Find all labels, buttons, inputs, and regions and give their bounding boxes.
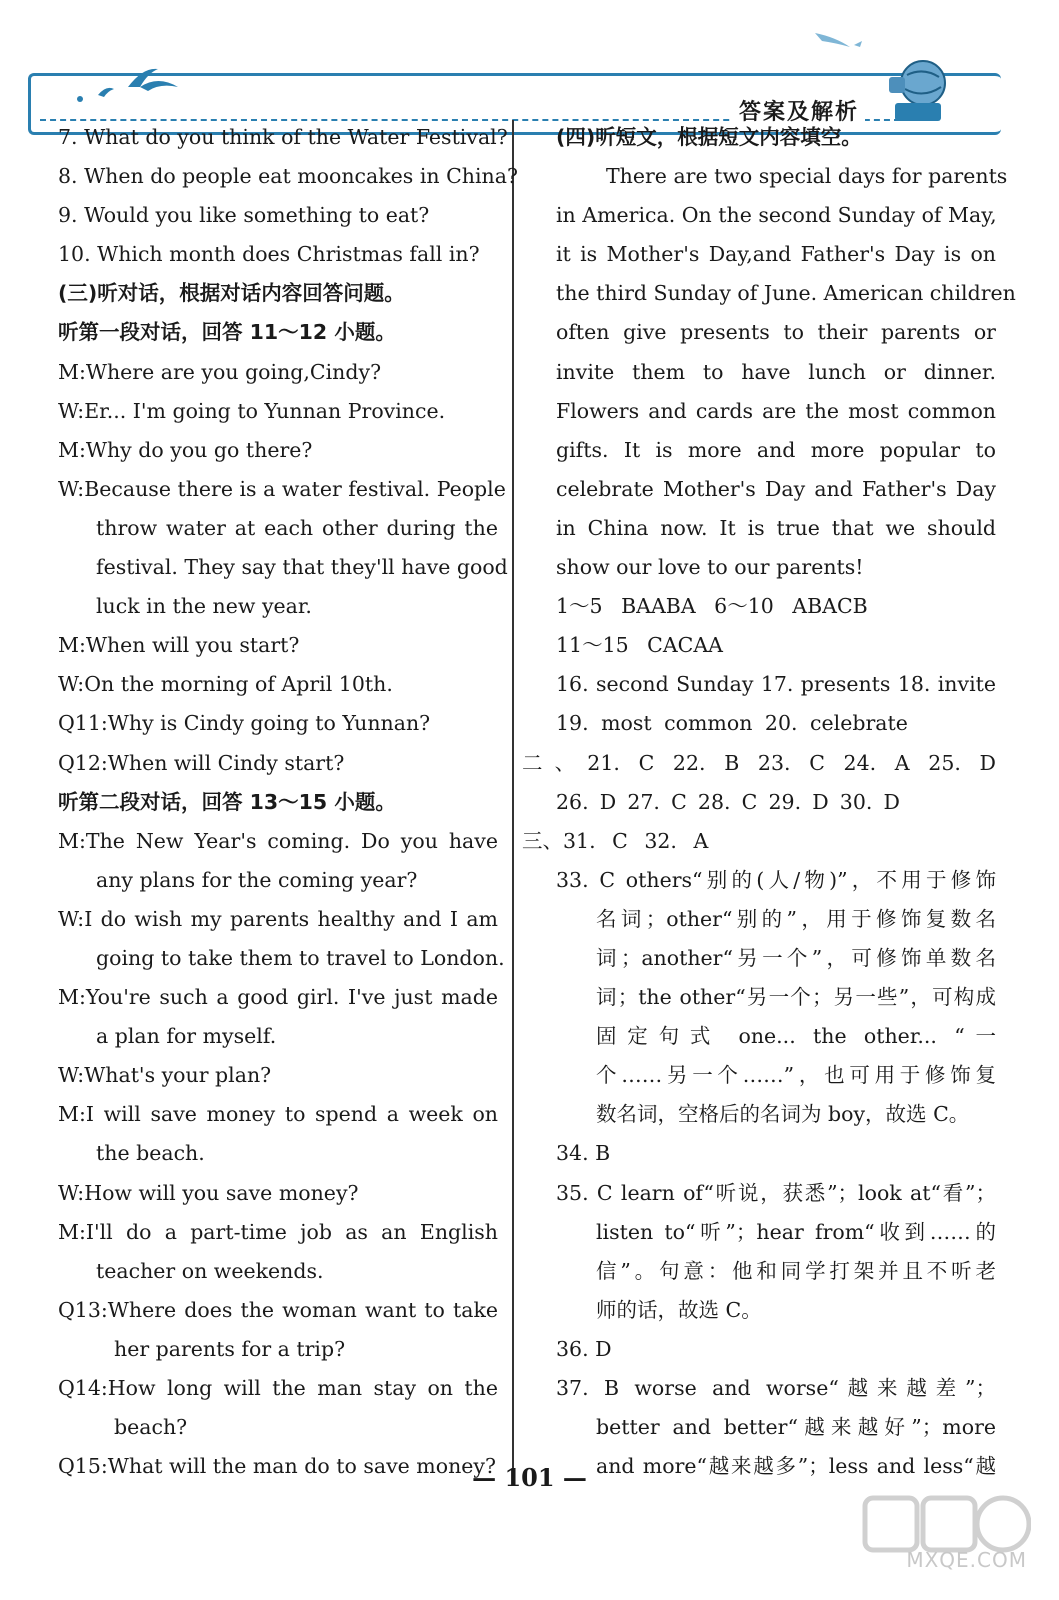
explanation-line: 词；the other“另一个；另一些”，可构成: [596, 985, 996, 1010]
passage-line: often give presents to their parents or: [556, 320, 996, 345]
dialogue-line: luck in the new year.: [96, 594, 312, 619]
explanation-line: 名词；other“别的”，用于修饰复数名: [596, 906, 996, 931]
dialogue-line: W:Er... I'm going to Yunnan Province.: [58, 398, 446, 423]
explanation-line: and more“越来越多”；less and less“越: [596, 1454, 996, 1479]
passage-line: invite them to have lunch or dinner.: [556, 359, 996, 384]
dialogue-line: M:I'll do a part-time job as an English: [58, 1219, 498, 1244]
section-instruction: 听第一段对话，回答 11～12 小题。: [58, 320, 396, 345]
section-heading: (三)听对话，根据对话内容回答问题。: [58, 281, 405, 306]
birds-icon: [68, 47, 188, 107]
header-title: 答案及解析: [733, 95, 865, 126]
dialogue-line: teacher on weekends.: [96, 1258, 324, 1283]
dialogue-line: M:Why do you go there?: [58, 437, 313, 462]
explanation-line: 33. C others“别的(人/物)”，不用于修饰: [556, 867, 996, 892]
passage-line: Flowers and cards are the most common: [556, 398, 996, 423]
question-line: Q13:Where does the woman want to take: [58, 1297, 498, 1322]
explanation-line: 个……另一个……”，也可用于修饰复: [596, 1063, 996, 1088]
answer-line: 16. second Sunday 17. presents 18. invite: [556, 672, 996, 697]
question-line: Q11:Why is Cindy going to Yunnan?: [58, 711, 431, 736]
dialogue-line: throw water at each other during the: [96, 515, 498, 540]
text-line: 9. Would you like something to eat?: [58, 203, 430, 228]
answer-line: 26. D 27. C 28. C 29. D 30. D: [556, 789, 900, 814]
dialogue-line: M:I will save money to spend a week on: [58, 1102, 498, 1127]
question-line: Q15:What will the man do to save money?: [58, 1454, 496, 1479]
passage-line: gifts. It is more and more popular to: [556, 437, 996, 462]
page-number: — 101 —: [472, 1463, 587, 1492]
watermark-text: MXQE.COM: [906, 1548, 1027, 1572]
dialogue-line: going to take them to travel to London.: [96, 945, 505, 970]
dialogue-line: M:Where are you going,Cindy?: [58, 359, 382, 384]
dialogue-line: W:Because there is a water festival. People: [58, 476, 506, 501]
section-instruction: 听第二段对话，回答 13～15 小题。: [58, 789, 396, 814]
answer-line: 19. most common 20. celebrate: [556, 711, 908, 736]
explanation-line: better and better“越来越好”；more: [596, 1415, 996, 1440]
bird-icon: [810, 25, 870, 55]
dialogue-line: M:The New Year's coming. Do you have: [58, 828, 498, 853]
text-line: 8. When do people eat mooncakes in China?: [58, 164, 518, 189]
passage-line: show our love to our parents!: [556, 555, 864, 580]
answer-line: 11～15 CACAA: [556, 633, 723, 658]
dialogue-line: M:When will you start?: [58, 633, 300, 658]
answer-line: 34. B: [556, 1141, 611, 1166]
dialogue-line: W:I do wish my parents healthy and I am: [58, 906, 498, 931]
passage-line: it is Mother's Day,and Father's Day is on: [556, 242, 996, 267]
right-column: [522, 118, 1016, 1486]
passage-line: in America. On the second Sunday of May,: [556, 203, 997, 228]
explanation-line: 37. B worse and worse“越来越差”；: [556, 1376, 996, 1400]
column-divider: [512, 120, 514, 1470]
page-header: [20, 25, 1000, 125]
dialogue-line: W:What's your plan?: [58, 1063, 272, 1088]
dialogue-line: festival. They say that they'll have good: [96, 555, 508, 580]
dialogue-line: W:How will you save money?: [58, 1180, 359, 1205]
text-line: 7. What do you think of the Water Festival?: [58, 125, 508, 149]
dialogue-line: any plans for the coming year?: [96, 867, 418, 892]
text-line: 10. Which month does Christmas fall in?: [58, 242, 480, 267]
explanation-line: listen to“听”；hear from“收到……的: [596, 1219, 996, 1244]
dialogue-line: M:You're such a good girl. I've just made: [58, 985, 498, 1010]
passage-line: the third Sunday of June. American children: [556, 281, 1016, 306]
passage-line: There are two special days for parents: [606, 164, 1008, 189]
question-line: Q12:When will Cindy start?: [58, 750, 345, 775]
dialogue-line: a plan for myself.: [96, 1024, 277, 1049]
dialogue-line: the beach.: [96, 1141, 205, 1166]
question-line: beach?: [114, 1415, 188, 1440]
dialogue-line: W:On the morning of April 10th.: [58, 672, 393, 697]
passage-line: celebrate Mother's Day and Father's Day: [556, 476, 996, 501]
question-line: her parents for a trip?: [114, 1336, 346, 1361]
answer-line: 二、21. C 22. B 23. C 24. A 25. D: [522, 750, 996, 775]
question-line: Q14:How long will the man stay on the: [58, 1376, 498, 1400]
explanation-line: 师的话，故选 C。: [596, 1297, 762, 1322]
explanation-line: 固定句式 one... the other... “一: [596, 1024, 996, 1049]
answer-line: 36. D: [556, 1336, 612, 1361]
explanation-line: 信”。句意：他和同学打架并且不听老: [596, 1258, 996, 1283]
explanation-line: 词；another“另一个”，可修饰单数名: [596, 945, 996, 970]
answer-line: 三、31. C 32. A: [522, 828, 709, 853]
left-column: [58, 118, 518, 1486]
explanation-line: 数名词，空格后的名词为 boy，故选 C。: [596, 1102, 970, 1127]
passage-line: in China now. It is true that we should: [556, 515, 996, 540]
section-heading: (四)听短文，根据短文内容填空。: [556, 125, 862, 149]
explanation-line: 35. C learn of“听说，获悉”；look at“看”；: [556, 1180, 996, 1205]
answer-line: 1～5 BAABA 6～10 ABACB: [556, 594, 868, 619]
